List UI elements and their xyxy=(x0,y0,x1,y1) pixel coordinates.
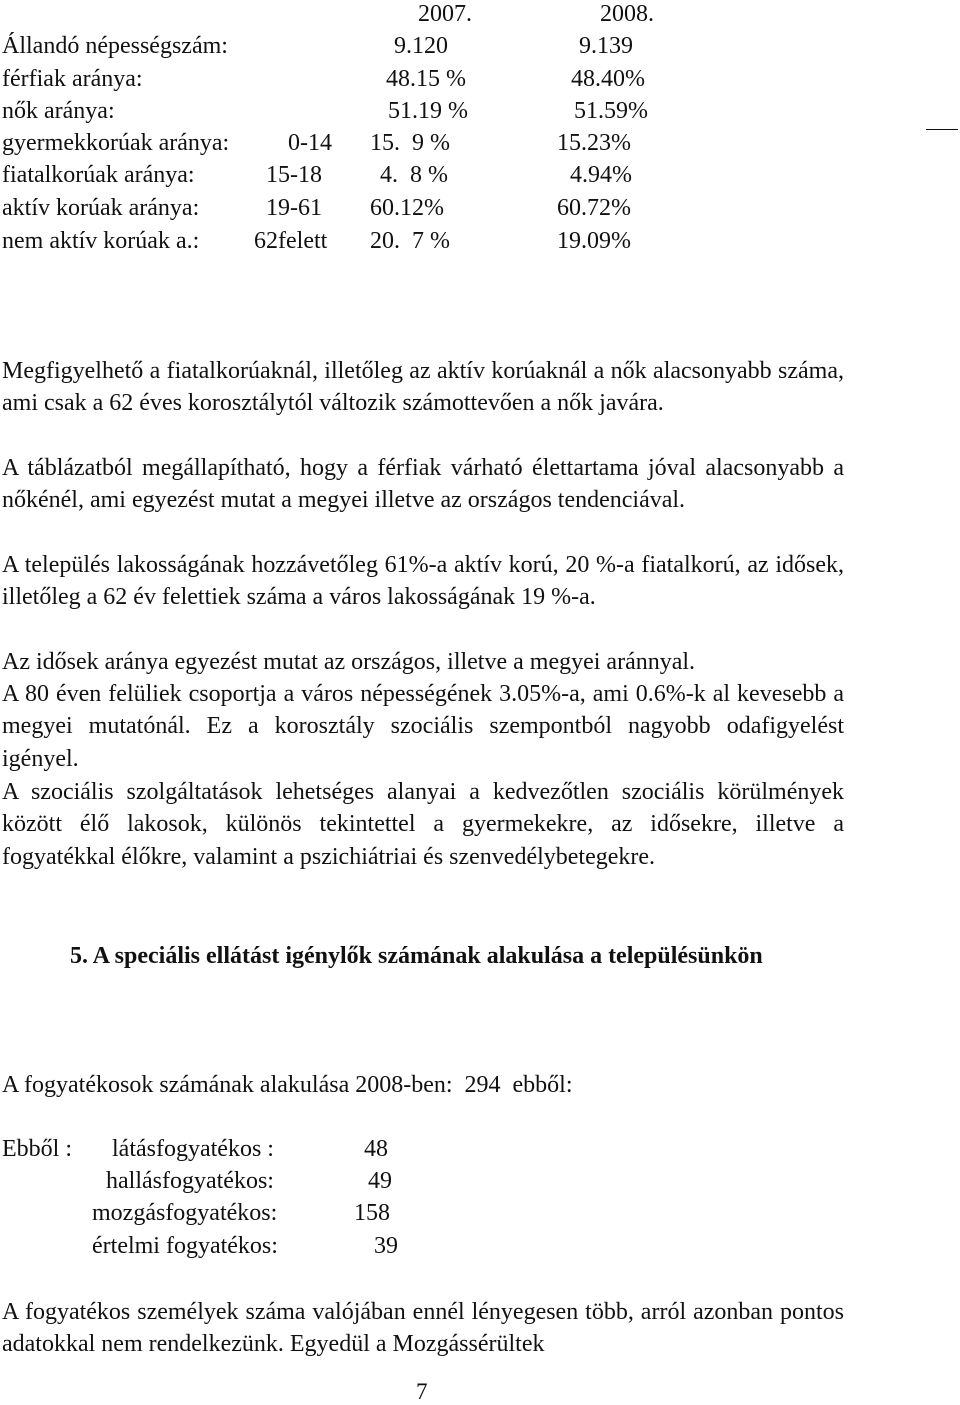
stat-value-2008: 48.40% xyxy=(571,66,645,92)
stat-range: 19-61 xyxy=(266,195,322,221)
disabled-item-value: 158 xyxy=(354,1200,390,1226)
stat-label: nők aránya: xyxy=(2,98,115,124)
stat-label: nem aktív korúak a.: xyxy=(2,228,200,254)
stat-value-2007: 15. 9 % xyxy=(370,130,450,156)
closing-paragraph: A fogyatékos személyek száma valójában ennél lényegesen több, arról azonban pontos adatokkal nem rendelkezünk. Egyedül a Mozgássérültek xyxy=(2,1299,844,1358)
stat-value-2008: 9.139 xyxy=(579,33,633,59)
disabled-item-label: hallásfogyatékos: xyxy=(106,1168,274,1194)
stat-value-2007: 9.120 xyxy=(394,33,448,59)
stat-label: aktív korúak aránya: xyxy=(2,195,200,221)
disabled-intro: A fogyatékosok számának alakulása 2008-ben: 294 ebből: xyxy=(2,1072,573,1098)
paragraph: A szociális szolgáltatások lehetséges alanyai a kedvezőtlen szociális körülmények között élő lakosok, különös tekintettel a gyermekekre, az idősekre, illetve a fogyatékkal élőkre, valamint a pszichiátriai és szenvedélybetegekre. xyxy=(2,779,844,870)
page-number: 7 xyxy=(416,1379,428,1404)
stat-value-2008: 51.59% xyxy=(574,98,648,124)
stat-value-2007: 60.12% xyxy=(370,195,444,221)
year-2008: 2008. xyxy=(600,1,654,27)
section-heading xyxy=(2,940,844,972)
stat-label: férfiak aránya: xyxy=(2,66,143,92)
paragraph: A 80 éven felüliek csoportja a város népességének 3.05%-a, ami 0.6%-k al kevesebb a megyei mutatónál. Ez a korosztály szociális szempontból nagyobb odafigyelést igényel. xyxy=(2,681,844,772)
stat-value-2008: 60.72% xyxy=(557,195,631,221)
stat-label: Állandó népességszám: xyxy=(2,33,228,59)
paragraph: Az idősek aránya egyezést mutat az országos, illetve a megyei aránnyal. xyxy=(2,649,696,675)
paragraph: Megfigyelhető a fiatalkorúaknál, illetőleg az aktív korúaknál a nők alacsonyabb száma, ami csak a 62 éves korosztálytól változik számottevően a nők javára. xyxy=(2,358,844,417)
stat-value-2007: 4. 8 % xyxy=(380,162,448,188)
stat-range: 15-18 xyxy=(266,162,322,188)
paragraph: A település lakosságának hozzávetőleg 61%-a aktív korú, 20 %-a fiatalkorú, az idősek, illetőleg a 62 év felettiek száma a város lakosságának 19 %-a. xyxy=(2,552,844,611)
paragraph: A táblázatból megállapítható, hogy a férfiak várható élettartama jóval alacsonyabb a nőkénél, ami egyezést mutat a megyei illetve az országos tendenciával. xyxy=(2,455,844,514)
disabled-item-label: mozgásfogyatékos: xyxy=(92,1200,278,1226)
stat-value-2008: 4.94% xyxy=(570,162,632,188)
margin-dash xyxy=(926,129,958,130)
disabled-item-label: látásfogyatékos : xyxy=(112,1136,274,1162)
year-2007: 2007. xyxy=(418,1,472,27)
disabled-item-value: 39 xyxy=(374,1233,398,1259)
stat-range: 62felett xyxy=(254,228,328,254)
disabled-item-value: 48 xyxy=(364,1136,388,1162)
disabled-item-value: 49 xyxy=(368,1168,392,1194)
stat-value-2007: 48.15 % xyxy=(386,66,466,92)
stat-value-2007: 51.19 % xyxy=(388,98,468,124)
stat-label: gyermekkorúak aránya: xyxy=(2,130,230,156)
section-heading-text: 5. A speciális ellátást igénylők számának alakulása a településünkön xyxy=(70,943,763,969)
stat-value-2008: 19.09% xyxy=(557,228,631,254)
stat-value-2007: 20. 7 % xyxy=(370,228,450,254)
stat-range: 0-14 xyxy=(288,130,332,156)
stat-label: fiatalkorúak aránya: xyxy=(2,162,195,188)
stat-value-2008: 15.23% xyxy=(557,130,631,156)
ebbol-label: Ebből : xyxy=(2,1136,72,1162)
disabled-item-label: értelmi fogyatékos: xyxy=(92,1233,278,1259)
